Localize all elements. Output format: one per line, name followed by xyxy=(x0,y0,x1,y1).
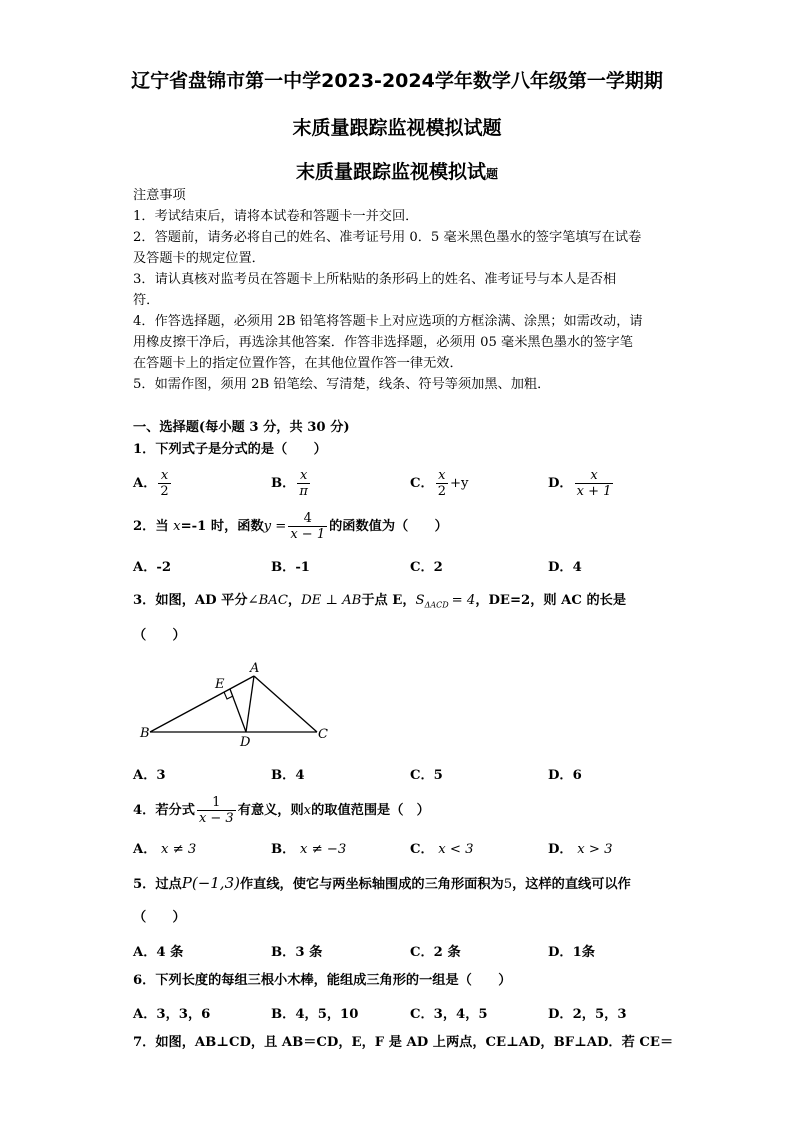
q1-option-a xyxy=(133,468,173,499)
q6-stem: 6．下列长度的每组三根小木棒，能组成三角形的一组是（ ） xyxy=(133,973,512,988)
notes-heading: 注意事项 xyxy=(133,188,186,203)
q2-option-c: C．2 xyxy=(410,560,443,575)
q4-a-expr: x ≠ 3 xyxy=(161,842,197,857)
q1-b-den: π xyxy=(299,484,308,499)
title-line-2: 末质量跟踪监视模拟试题 xyxy=(292,117,502,139)
q5-option-a: A．4 条 xyxy=(133,945,184,960)
q4-b-label: B． xyxy=(271,842,296,857)
title-line-3-small: 题 xyxy=(486,167,499,181)
q2-stem xyxy=(133,511,448,542)
q3-stem-a: 3．如图，AD 平分 xyxy=(133,593,248,608)
q4-d-label: D． xyxy=(548,842,573,857)
notes-line: 用橡皮擦干净后，再选涂其他答案．作答非选择题，必须用 05 毫米黑色墨水的签字笔 xyxy=(133,335,633,350)
q4-b-expr: x ≠ −3 xyxy=(299,842,347,857)
q1-a-label: A． xyxy=(133,476,157,491)
q3-stem-d: ，DE=2，则 AC 的长是 xyxy=(475,593,627,608)
q4-d-expr: x > 3 xyxy=(577,842,613,857)
notes-line: 2．答题前，请务必将自己的姓名、准考证号用 0．5 毫米黑色墨水的签字笔填写在试卷 xyxy=(133,230,642,245)
q1-c-den: 2 xyxy=(437,484,446,499)
title-line-3 xyxy=(0,157,794,184)
q2-num: 4 xyxy=(303,511,312,526)
notes-line: 4．作答选择题，必须用 2B 铅笔将答题卡上对应选项的方框涂满、涂黑；如需改动，请 xyxy=(133,314,643,329)
q3-area-s: S xyxy=(415,593,425,608)
notes-line: 1．考试结束后，请将本试卷和答题卡一并交回． xyxy=(133,209,419,224)
q1-b-label: B． xyxy=(271,476,296,491)
q5-stem-a: 5．过点 xyxy=(133,877,182,892)
q3-option-d: D．6 xyxy=(548,768,582,783)
q1-a-fraction xyxy=(158,468,170,499)
q6-option-d: D．2，5，3 xyxy=(548,1007,627,1022)
q3-triangle-figure xyxy=(130,655,340,750)
q4-option-d xyxy=(548,838,612,857)
q2-option-a: A．-2 xyxy=(133,560,172,575)
q2-y-eq: y = xyxy=(263,519,287,534)
label-c: C xyxy=(318,727,328,742)
q2-stem-c: 的函数值为（ ） xyxy=(329,519,448,534)
q1-c-num: x xyxy=(438,468,446,483)
q4-den: x − 3 xyxy=(198,811,234,826)
q1-c-label: C． xyxy=(410,476,434,491)
notes-line: 符． xyxy=(133,293,160,308)
segment-ac xyxy=(254,676,317,732)
q4-option-a xyxy=(133,838,196,857)
q2-stem-a: 2．当 xyxy=(133,519,174,534)
q4-var: x xyxy=(303,803,312,818)
q4-stem-b: 有意义，则 xyxy=(237,803,304,818)
label-d: D xyxy=(240,735,251,750)
q5-option-c: C．2 条 xyxy=(410,945,461,960)
q3-perp: DE ⊥ AB xyxy=(301,593,362,608)
q3-stem xyxy=(133,592,626,615)
title-line-1: 辽宁省盘锦市第一中学2023-2024学年数学八年级第一学期期 xyxy=(131,70,663,92)
notes-line: 3．请认真核对监考员在答题卡上所粘贴的条形码上的姓名、准考证号与本人是否相 xyxy=(133,272,617,287)
q1-a-num: x xyxy=(160,468,169,483)
q3-option-c: C．5 xyxy=(410,768,443,783)
q6-option-a: A．3，3，6 xyxy=(133,1007,211,1022)
q1-d-label: D． xyxy=(548,476,573,491)
q6-option-b: B．4，5，10 xyxy=(271,1007,359,1022)
q6-option-c: C．3，4，5 xyxy=(410,1007,488,1022)
q1-option-d xyxy=(548,468,615,499)
title-line-3-main: 末质量跟踪监视模拟试 xyxy=(295,161,486,183)
q5-point: P(−1,3) xyxy=(181,874,240,892)
q1-d-den: x + 1 xyxy=(576,484,612,499)
label-b: B xyxy=(140,726,150,741)
segment-ba xyxy=(150,676,254,732)
q4-a-label: A． xyxy=(133,842,157,857)
label-a: A xyxy=(250,661,260,676)
q1-stem: 1．下列式子是分式的是（ ） xyxy=(133,442,327,457)
q5-stem xyxy=(133,874,631,894)
q3-option-a: A．3 xyxy=(133,768,166,783)
q1-c-tail: +y xyxy=(449,476,469,491)
q4-c-expr: x < 3 xyxy=(438,842,474,857)
q1-b-fraction xyxy=(297,468,310,499)
q1-b-num: x xyxy=(299,468,308,483)
notes-line: 及答题卡的规定位置． xyxy=(133,251,265,266)
q2-option-d: D．4 xyxy=(548,560,582,575)
q7-stem: 7．如图，AB⊥CD，且 AB＝CD，E，F 是 AD 上两点，CE⊥AD，BF⊥AD．若 CE＝ xyxy=(133,1035,674,1050)
q5-paren: （ ） xyxy=(133,910,186,925)
q3-stem-c: 于点 E， xyxy=(361,593,416,608)
q4-stem-a: 4．若分式 xyxy=(133,803,195,818)
q2-den: x − 1 xyxy=(290,527,326,542)
q3-angle: ∠BAC xyxy=(247,593,288,608)
q1-option-c xyxy=(410,468,468,499)
q1-d-fraction xyxy=(575,468,614,499)
q2-fraction xyxy=(288,511,327,542)
q5-stem-b: 作直线，使它与两坐标轴围成的三角形面积为 xyxy=(239,877,504,892)
q3-option-b: B．4 xyxy=(271,768,305,783)
q5-option-b: B．3 条 xyxy=(271,945,323,960)
q4-stem xyxy=(133,795,430,826)
q1-c-fraction xyxy=(436,468,448,499)
segment-de xyxy=(230,689,246,732)
notes-line: 5．如需作图，须用 2B 铅笔绘、写清楚，线条、符号等须加黑、加粗． xyxy=(133,377,551,392)
q2-stem-b: =-1 时，函数 xyxy=(180,519,264,534)
q3-stem-b: ， xyxy=(287,593,302,608)
q1-option-b xyxy=(271,468,312,499)
q1-d-num: x xyxy=(590,468,598,483)
q3-area-sub: ΔACD xyxy=(424,600,449,610)
q4-c-label: C． xyxy=(410,842,434,857)
q3-paren: （ ） xyxy=(133,628,186,643)
q5-option-d: D．1条 xyxy=(548,945,595,960)
q5-five: 5 xyxy=(503,877,513,892)
q4-option-b xyxy=(271,838,346,857)
q4-stem-c: 的取值范围是（ ） xyxy=(311,803,430,818)
notes-line: 在答题卡上的指定位置作答，在其他位置作答一律无效． xyxy=(133,356,463,371)
q1-a-den: 2 xyxy=(160,484,169,499)
q4-fraction xyxy=(197,795,236,826)
label-e: E xyxy=(215,677,225,692)
q5-stem-c: ，这样的直线可以作 xyxy=(512,877,631,892)
section-heading: 一、选择题(每小题 3 分，共 30 分) xyxy=(133,420,350,435)
q4-num: 1 xyxy=(212,795,221,810)
q2-option-b: B．-1 xyxy=(271,560,310,575)
q2-var-x: x xyxy=(173,519,181,534)
q4-option-c xyxy=(410,838,474,857)
segment-ad xyxy=(246,676,254,732)
q3-area-val: = 4 xyxy=(451,593,476,608)
